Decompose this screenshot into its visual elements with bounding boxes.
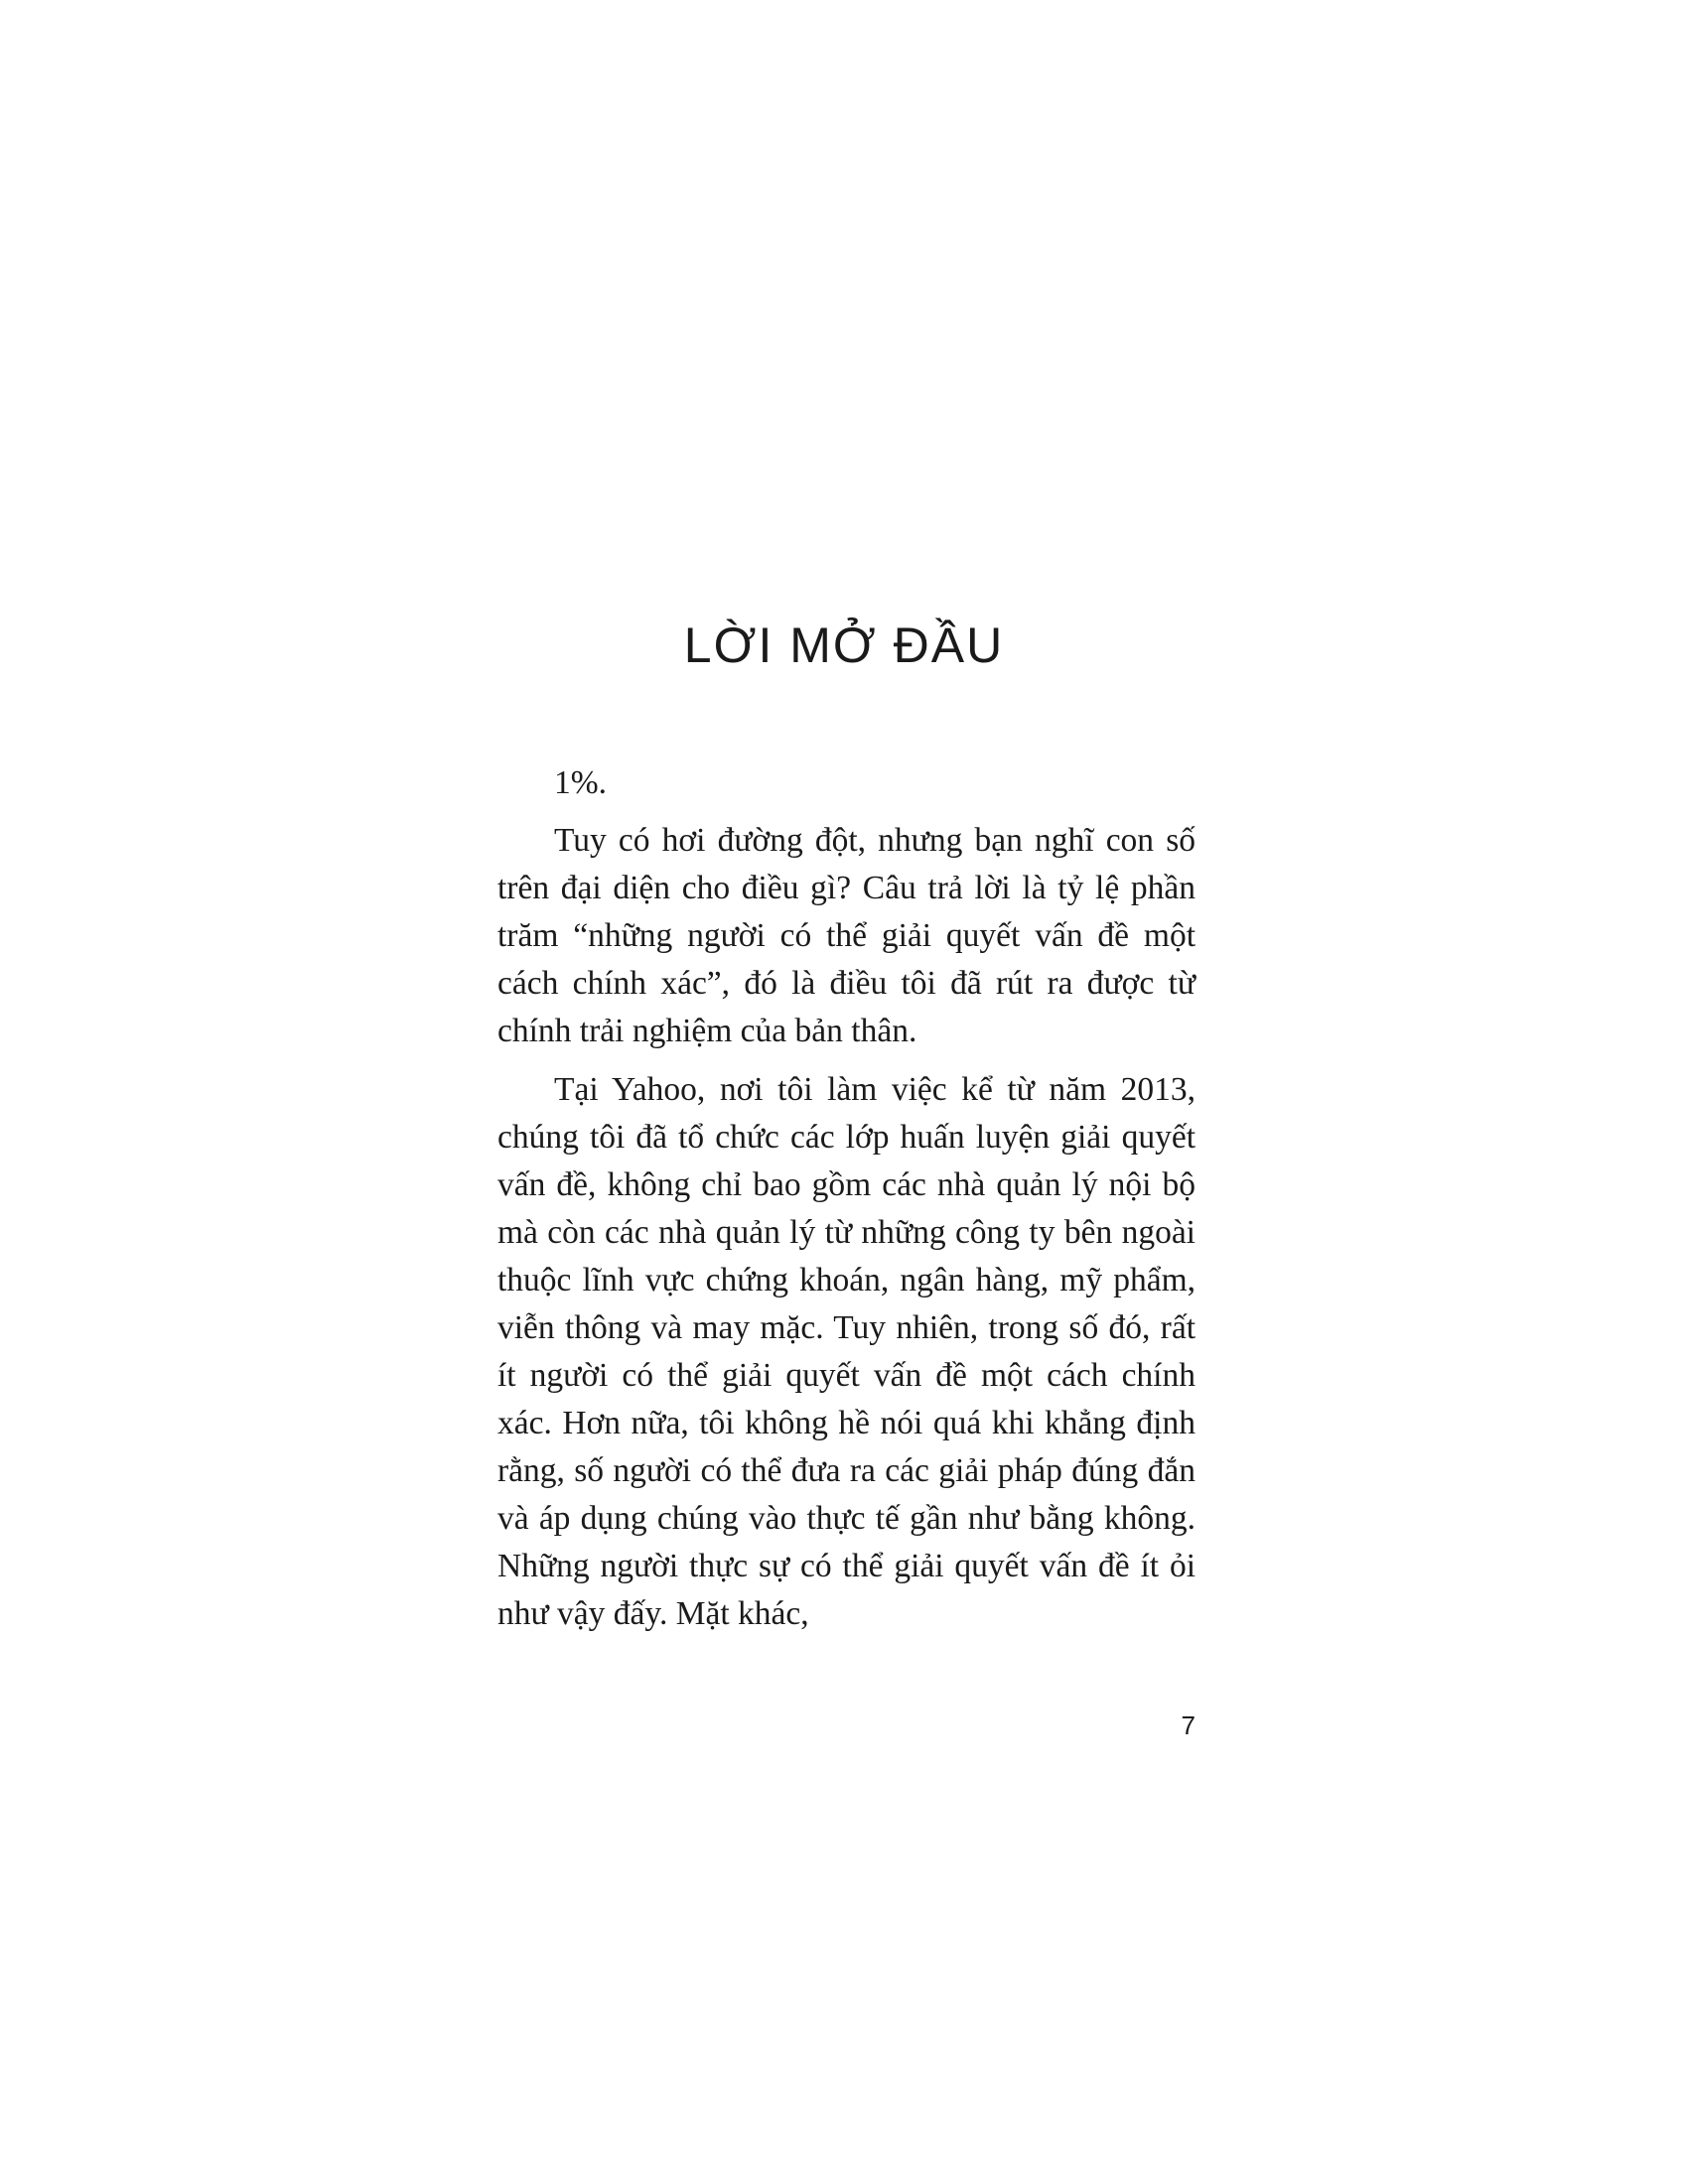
paragraph-3: Tại Yahoo, nơi tôi làm việc kể từ năm 2013, chúng tôi đã tổ chức các lớp huấn luyện giải quyết vấn đề, không chỉ bao gồm các nhà quản lý nội bộ mà còn các nhà quản lý từ những công ty bên ngoài thuộc lĩnh vực chứng khoán, ngân hàng, mỹ phẩm, viễn thông và may mặc. Tuy nhiên, trong số đó, rất ít người có thể giải quyết vấn đề một cách chính xác. Hơn nữa, tôi không hề nói quá khi khẳng định rằng, số người có thể đưa ra các giải pháp đúng đắn và áp dụng chúng vào thực tế gần như bằng không. Những người thực sự có thể giải quyết vấn đề ít ỏi như vậy đấy. Mặt khác, — [497, 1071, 1196, 1632]
page-number: 7 — [1181, 1710, 1196, 1740]
paragraph-1: 1%. — [554, 764, 608, 801]
chapter-title: LỜI MỞ ĐẦU — [683, 617, 1005, 673]
body-text — [497, 759, 1196, 1649]
paragraph-2: Tuy có hơi đường đột, nhưng bạn nghĩ con số trên đại diện cho điều gì? Câu trả lời là tỷ lệ phần trăm “những người có thể giải quyết vấn đề một cách chính xác”, đó là điều tôi đã rút ra được từ chính trải nghiệm của bản thân. — [497, 822, 1196, 1049]
